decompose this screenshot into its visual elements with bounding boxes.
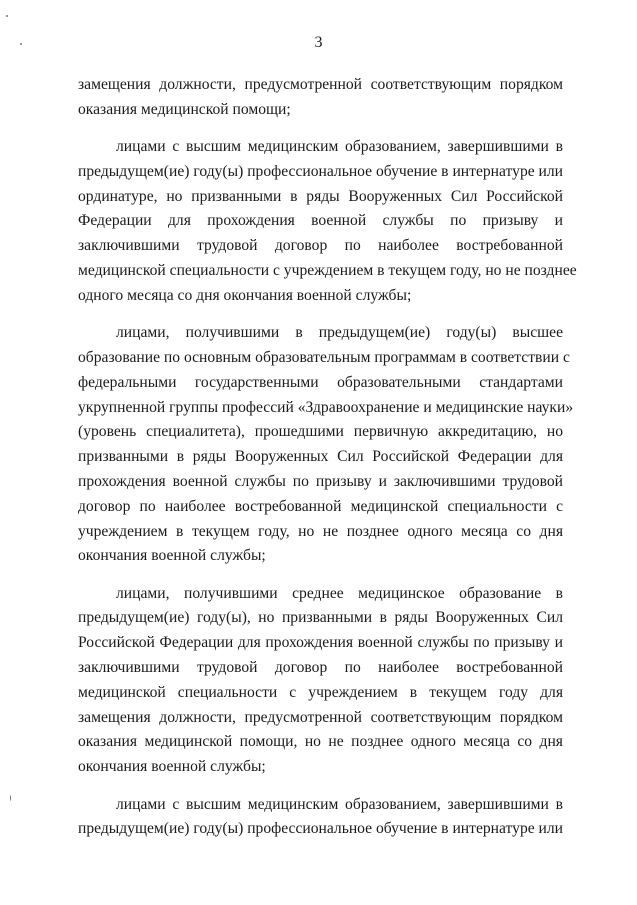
paragraph [78, 582, 563, 780]
text-line: лицами, получившими среднее медицинское образование в [116, 584, 563, 602]
text-line: лицами с высшим медицинским образованием, завершившими в [116, 138, 563, 156]
text-line: федеральными государственными образовательными стандартами [78, 373, 563, 391]
document-body [78, 73, 577, 855]
text-line: лицами, получившими в предыдущем(ие) году(ы) высшее [116, 324, 563, 342]
text-line: медицинской специальности с учреждением в текущем году, но не позднее [78, 262, 577, 280]
text-line: Федерации для прохождения военной службы по призыву и [78, 212, 563, 230]
text-line: лицами с высшим медицинским образованием, завершившими в [116, 795, 563, 813]
text-line: учреждением в текущем году, но не позднее одного месяца со дня [78, 522, 563, 540]
text-line: предыдущем(ие) году(ы) профессиональное обучение в интернатуре или [78, 820, 564, 838]
page-number: 3 [314, 34, 323, 51]
text-line: оказания медицинской помощи; [78, 100, 291, 118]
text-line: Российской Федерации для прохождения военной службы по призыву и [78, 634, 563, 652]
scan-speck [10, 795, 11, 801]
text-line: прохождения военной службы по призыву и заключившими трудовой [78, 472, 563, 490]
text-line: заключившими трудовой договор по наиболее востребованной [78, 659, 563, 677]
text-line: предыдущем(ие) году(ы) профессиональное обучение в интернатуре или [78, 162, 564, 180]
text-line: договор по наиболее востребованной медицинской специальности с [78, 497, 563, 515]
text-line: окончания военной службы; [78, 758, 266, 776]
text-line: окончания военной службы; [78, 547, 266, 565]
scan-speck [20, 43, 22, 45]
text-line: замещения должности, предусмотренной соответствующим порядком [78, 708, 563, 726]
text-line: призванными в ряды Вооруженных Сил Российской Федерации для [78, 448, 563, 466]
text-line: замещения должности, предусмотренной соответствующим порядком [78, 76, 563, 93]
paragraph [78, 135, 577, 309]
text-line: заключившими трудовой договор по наиболее востребованной [78, 237, 563, 255]
paragraph [78, 321, 574, 569]
text-line: ординатуре, но призванными в ряды Вооруженных Сил Российской [78, 187, 563, 205]
text-line: оказания медицинской помощи, но не позднее одного месяца со дня [78, 733, 563, 751]
text-line: предыдущем(ие) году(ы), но призванными в ряды Вооруженных Сил [78, 609, 563, 627]
text-line: укрупненной группы профессий «Здравоохранение и медицинские науки» [78, 398, 574, 416]
paragraph [78, 793, 563, 843]
text-line: образование по основным образовательным программам в соответствии с [78, 348, 570, 366]
text-line: одного месяца со дня окончания военной службы; [78, 286, 412, 304]
text-line: медицинской специальности с учреждением в текущем году для [78, 683, 563, 701]
paragraph [78, 73, 563, 123]
text-line: (уровень специалитета), прошедшими первичную аккредитацию, но [78, 423, 563, 441]
scan-speck [6, 15, 8, 17]
